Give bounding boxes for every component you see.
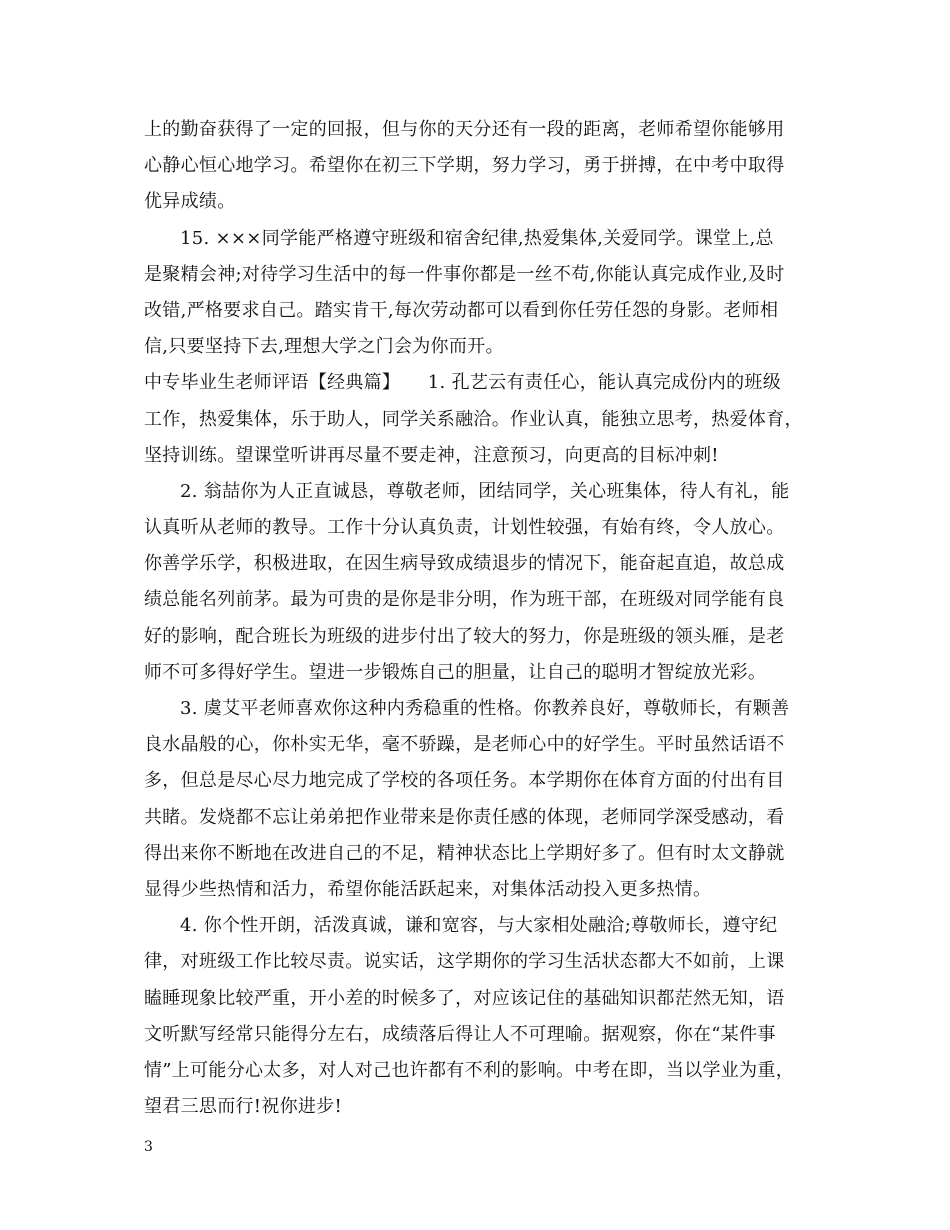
text-line: 绩总能名列前茅。最为可贵的是你是非分明，作为班干部，在班级对同学能有良 (144, 589, 785, 611)
document-body (144, 112, 812, 1125)
text-line: 信,只要坚持下去,理想大学之门会为你而开。 (144, 336, 504, 358)
text-line: 3. 虞艾平老师喜欢你这种内秀稳重的性格。你教养良好，尊敬师长，有颗善 (180, 698, 790, 719)
text-line: 多，但总是尽心尽力地完成了学校的各项任务。本学期你在体育方面的付出有目 (144, 770, 785, 792)
text-line: 工作，热爱集体，乐于助人，同学关系融洽。作业认真，能独立思考，热爱体育， (144, 408, 803, 430)
text-line: 文听默写经常只能得分左右，成绩落后得让人不可理喻。据观察，你在“某件事 (144, 1023, 776, 1045)
text-line: 认真听从老师的教导。工作十分认真负责，计划性较强，有始有终，令人放心。 (144, 517, 785, 539)
page-number: 3 (144, 1139, 153, 1155)
section-heading-line: 中专毕业生老师评语【经典篇】 1. 孔艺云有责任心，能认真完成份内的班级 (144, 372, 781, 394)
text-line: 优异成绩。 (144, 191, 236, 213)
text-line: 你善学乐学，积极进取，在因生病导致成绩退步的情况下，能奋起直追，故总成 (144, 553, 785, 575)
text-line: 是聚精会神;对待学习生活中的每一件事你都是一丝不苟,你能认真完成作业,及时 (144, 263, 785, 285)
text-line: 显得少些热情和活力，希望你能活跃起来，对集体活动投入更多热情。 (144, 878, 712, 900)
text-line: 心静心恒心地学习。希望你在初三下学期，努力学习，勇于拼搏，在中考中取得 (144, 155, 785, 177)
text-line: 瞌睡现象比较严重，开小差的时候多了，对应该记住的基础知识都茫然无知，语 (144, 987, 785, 1009)
text-line: 15. ×××同学能严格遵守班级和宿舍纪律,热爱集体,关爱同学。课堂上,总 (180, 227, 774, 249)
text-line: 得出来你不断地在改进自己的不足，精神状态比上学期好多了。但有时太文静就 (144, 842, 785, 864)
text-line: 良水晶般的心，你朴实无华，毫不骄躁，是老师心中的好学生。平时虽然话语不 (144, 734, 785, 756)
text-line: 好的影响，配合班长为班级的进步付出了较大的努力，你是班级的领头雁，是老 (144, 625, 785, 647)
text-line: 情”上可能分心太多，对人对己也许都有不利的影响。中考在即，当以学业为重， (144, 1059, 794, 1081)
text-line: 律，对班级工作比较尽责。说实话，这学期你的学习生活状态都大不如前，上课 (144, 951, 785, 973)
text-line: 坚持训练。望课堂听讲再尽量不要走神，注意预习，向更高的目标冲刺! (144, 444, 719, 466)
text-line: 改错,严格要求自己。踏实肯干,每次劳动都可以看到你任劳任怨的身影。老师相 (144, 299, 779, 321)
text-line: 共睹。发烧都不忘让弟弟把作业带来是你责任感的体现，老师同学深受感动，看 (144, 806, 785, 828)
text-line: 上的勤奋获得了一定的回报，但与你的天分还有一段的距离，老师希望你能够用 (144, 119, 785, 140)
text-line: 4. 你个性开朗，活泼真诚，谦和宽容，与大家相处融洽;尊敬师长，遵守纪 (180, 915, 778, 937)
text-line: 望君三思而行!祝你进步! (144, 1096, 343, 1118)
text-line: 师不可多得好学生。望进一步锻炼自己的胆量，让自己的聪明才智绽放光彩。 (144, 661, 767, 683)
text-line: 2. 翁喆你为人正直诚恳，尊敬老师，团结同学，关心班集体，待人有礼，能 (180, 480, 790, 502)
